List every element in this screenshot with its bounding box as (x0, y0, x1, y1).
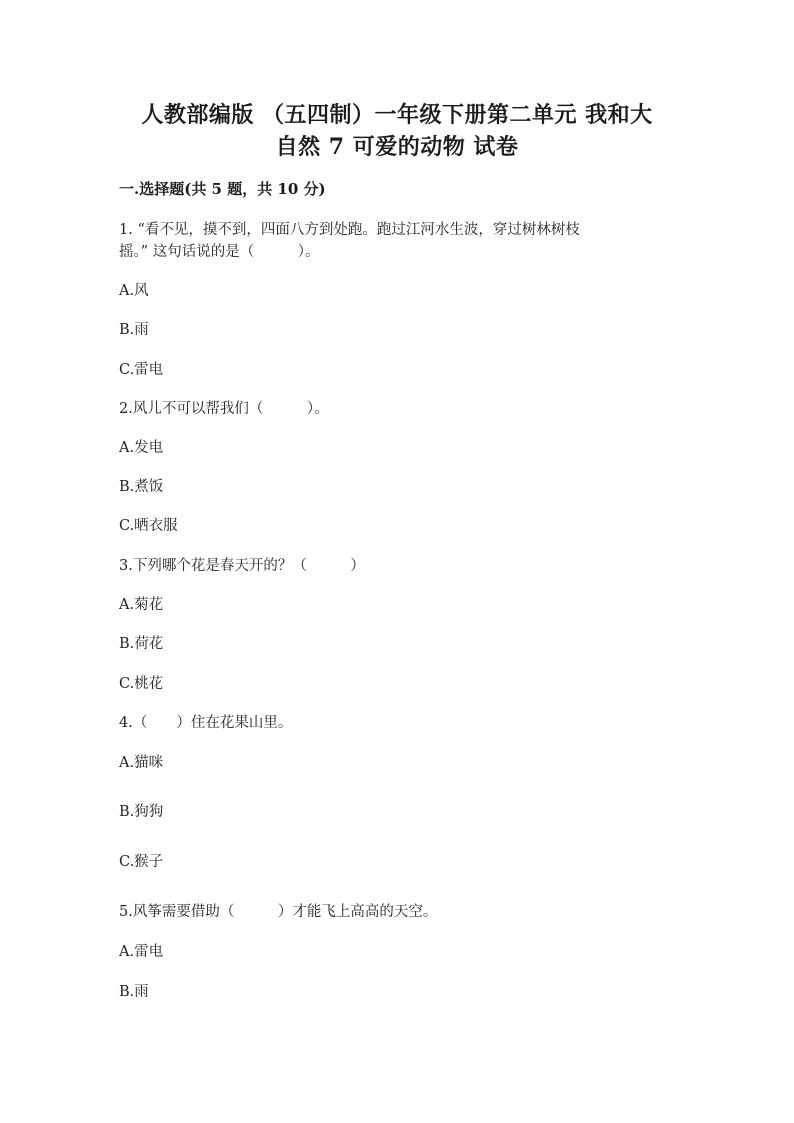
question-3-option-c: C.桃花 (119, 676, 164, 692)
section-heading: 一.选择题(共 5 题，共 10 分) (119, 180, 326, 198)
page-title-line-2: 自然 7 可爱的动物 试卷 (275, 134, 519, 160)
question-1-stem-line-2: 摇。” 这句话说的是（ ）。 (119, 244, 320, 260)
question-4-stem: 4.（ ）住在花果山里。 (119, 715, 293, 731)
question-3-stem: 3.下列哪个花是春天开的？（ ） (119, 558, 365, 574)
question-2-option-a: A.发电 (119, 440, 164, 456)
question-4-option-c: C.猴子 (119, 854, 164, 870)
question-5-option-b: B.雨 (119, 984, 149, 1000)
question-3-option-b: B.荷花 (119, 636, 164, 652)
question-5-stem: 5.风筝需要借助（ ）才能飞上高高的天空。 (119, 904, 438, 920)
question-3-option-a: A.菊花 (119, 597, 164, 613)
question-4-option-b: B.狗狗 (119, 804, 164, 820)
page-title-line-1: 人教部编版 （五四制）一年级下册第二单元 我和大 (141, 102, 653, 128)
question-1-stem-line-1: 1. “看不见，摸不到，四面八方到处跑。跑过江河水生波，穿过树林树枝 (119, 222, 580, 238)
question-1-option-b: B.雨 (119, 322, 149, 338)
question-1-option-c: C.雷电 (119, 362, 164, 378)
question-4-option-a: A.猫咪 (119, 755, 164, 771)
question-2-option-b: B.煮饭 (119, 479, 164, 495)
question-2-stem: 2.风儿不可以帮我们（ ）。 (119, 401, 329, 417)
question-5-option-a: A.雷电 (119, 944, 164, 960)
question-1-option-a: A.风 (119, 283, 149, 299)
question-2-option-c: C.晒衣服 (119, 518, 178, 534)
